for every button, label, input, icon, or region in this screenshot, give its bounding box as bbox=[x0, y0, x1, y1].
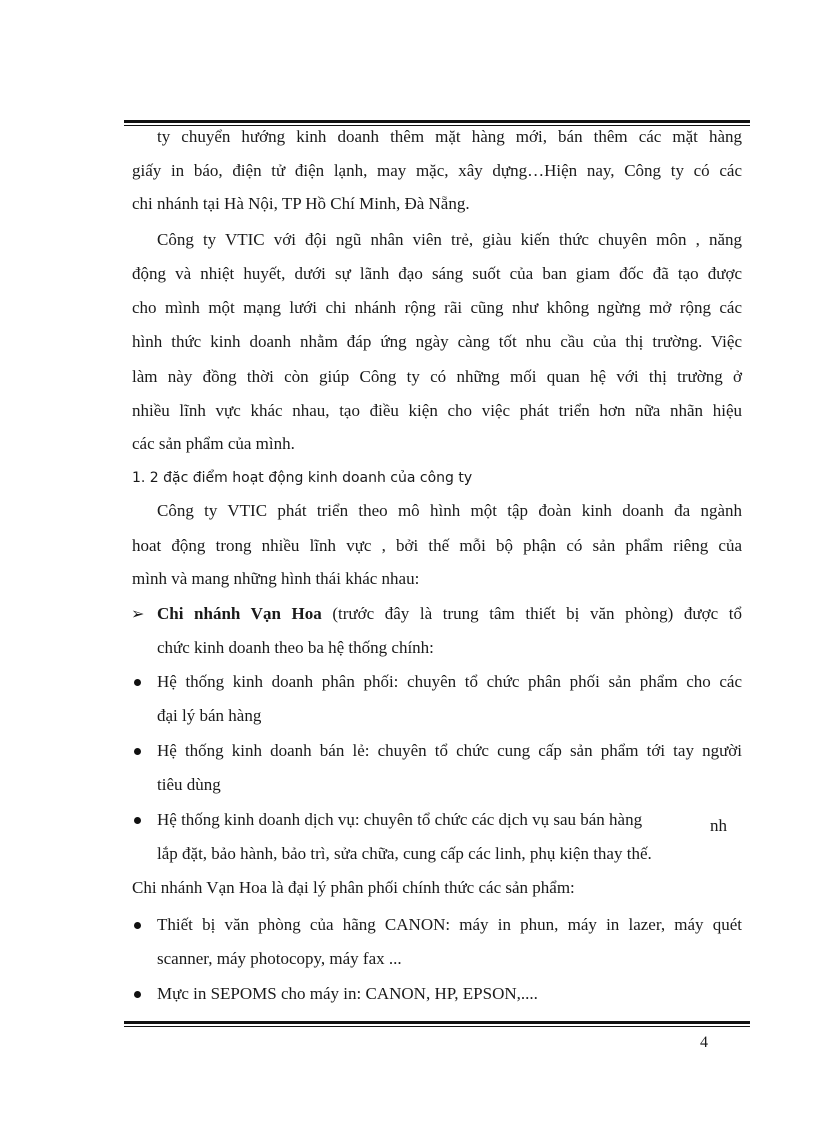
paragraph-line: chi nhánh tại Hà Nội, TP Hồ Chí Minh, Đà Nẵng. bbox=[132, 194, 470, 213]
footer-rule bbox=[124, 1021, 750, 1027]
bullet-dot-icon bbox=[134, 991, 141, 998]
bullet-dot-icon bbox=[134, 922, 141, 929]
paragraph-line: động và nhiệt huyết, dưới sự lãnh đạo sáng suốt của ban giam đốc đã tạo được bbox=[132, 264, 742, 283]
paragraph-line: Công ty VTIC phát triển theo mô hình một tập đoàn kinh doanh đa ngành bbox=[157, 501, 742, 520]
list-item-line: Mực in SEPOMS cho máy in: CANON, HP, EPSON,.... bbox=[157, 984, 538, 1003]
paragraph-line: giấy in báo, điện tử điện lạnh, may mặc, xây dựng…Hiện nay, Công ty có các bbox=[132, 161, 742, 180]
paragraph-line: hoat động trong nhiều lĩnh vực , bởi thế mỗi bộ phận có sản phẩm riêng của bbox=[132, 536, 742, 555]
bullet-dot-icon bbox=[134, 748, 141, 755]
section-heading: 1. 2 đặc điểm hoạt động kinh doanh của công ty bbox=[132, 470, 473, 486]
list-item-line: Hệ thống kinh doanh dịch vụ: chuyên tổ chức các dịch vụ sau bán hàng bbox=[157, 810, 643, 829]
bullet-dot-icon bbox=[134, 817, 141, 824]
list-item-line: Hệ thống kinh doanh phân phối: chuyên tổ chức phân phối sản phẩm cho các bbox=[157, 672, 742, 691]
paragraph-line: hình thức kinh doanh nhằm đáp ứng ngày càng tốt nhu cầu của thị trường. Việc bbox=[132, 332, 742, 351]
arrow-item-line bbox=[157, 603, 742, 625]
list-item-line: scanner, máy photocopy, máy fax ... bbox=[157, 949, 402, 968]
paragraph-line: Chi nhánh Vạn Hoa là đại lý phân phối chính thức các sản phẩm: bbox=[132, 878, 575, 897]
paragraph-line: Công ty VTIC với đội ngũ nhân viên trẻ, giàu kiến thức chuyên môn , năng bbox=[157, 230, 742, 249]
arrow-item-text: (trước đây là trung tâm thiết bị văn phòng) được tổ bbox=[321, 604, 743, 623]
paragraph-line: mình và mang những hình thái khác nhau: bbox=[132, 569, 420, 588]
list-item-line: tiêu dùng bbox=[157, 775, 221, 794]
list-item-line: lắp đặt, bảo hành, bảo trì, sửa chữa, cung cấp các linh, phụ kiện thay thế. bbox=[157, 844, 652, 863]
paragraph-line: nhiều lĩnh vực khác nhau, tạo điều kiện cho việc phát triển hơn nữa nhãn hiệu bbox=[132, 401, 742, 420]
paragraph-line: ty chuyển hướng kinh doanh thêm mặt hàng mới, bán thêm các mặt hàng bbox=[157, 127, 742, 146]
list-item-line: Thiết bị văn phòng của hãng CANON: máy in phun, máy in lazer, máy quét bbox=[157, 915, 742, 934]
paragraph-line: các sản phẩm của mình. bbox=[132, 434, 295, 453]
bullet-dot-icon bbox=[134, 679, 141, 686]
paragraph-line: cho mình một mạng lưới chi nhánh rộng rãi cũng như không ngừng mở rộng các bbox=[132, 298, 742, 317]
list-item-line: đại lý bán hàng bbox=[157, 706, 262, 725]
arrow-item-line: chức kinh doanh theo ba hệ thống chính: bbox=[157, 638, 434, 657]
branch-name: Chi nhánh Vạn Hoa bbox=[157, 604, 322, 623]
arrow-bullet-icon: ➢ bbox=[131, 604, 145, 623]
list-item-line: Hệ thống kinh doanh bán lẻ: chuyên tổ chức cung cấp sản phẩm tới tay người bbox=[157, 741, 742, 760]
paragraph-line: làm này đồng thời còn giúp Công ty có những mối quan hệ với thị trường ở bbox=[132, 367, 742, 386]
page-number: 4 bbox=[700, 1034, 708, 1051]
list-item-fragment: nh bbox=[710, 816, 727, 835]
